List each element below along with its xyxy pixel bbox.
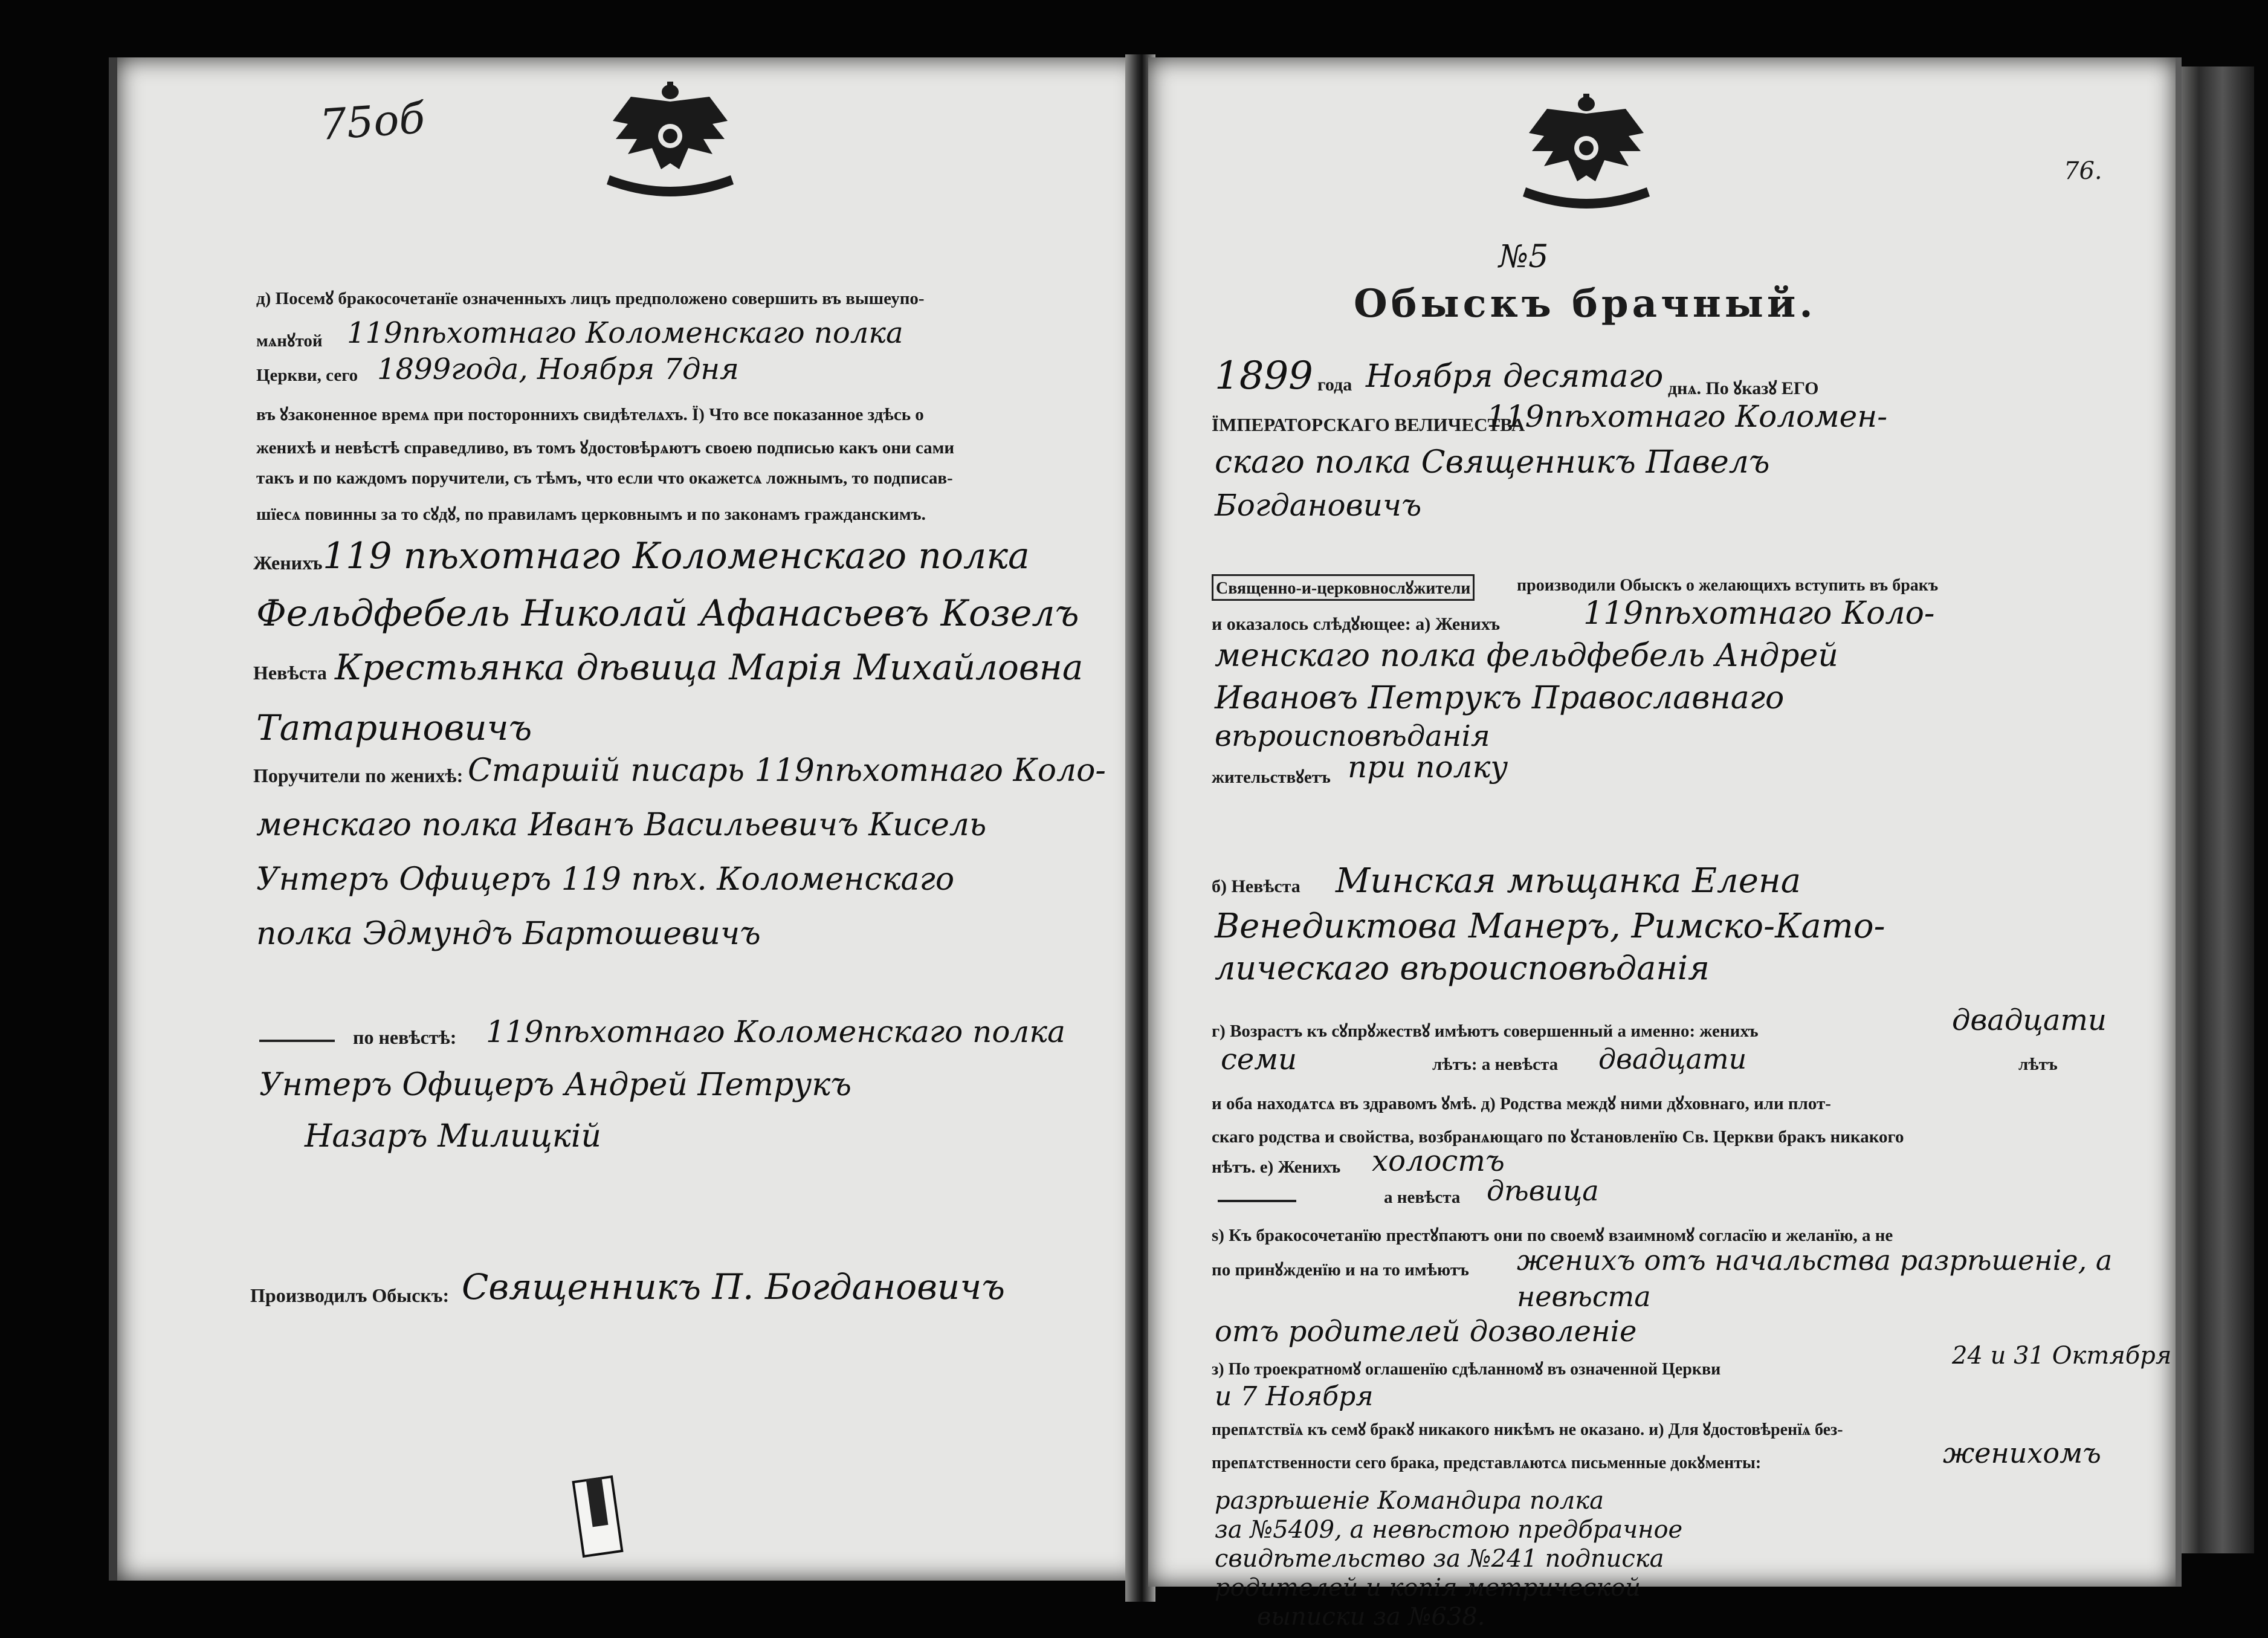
guarantors-groom-line-3: Унтеръ Офицеръ 119 пѣх. Коломенскаго xyxy=(256,861,955,898)
bride-line-1: Крестьянка дѣвица Марія Михайловна xyxy=(335,647,1084,688)
age-text-3: лѣтъ xyxy=(2018,1055,2058,1074)
performer-signature: Священникъ П. Богдановичъ xyxy=(462,1266,1006,1307)
intro-year: 1899 xyxy=(1215,354,1313,398)
section-d-line-1: д) Посемꙋ бракосочетанїе означенныхъ лицъ предположено совершить въ вышеупо- xyxy=(256,289,925,308)
document-title: Обыскъ брачный. xyxy=(1354,281,1817,326)
intro-text-6: и оказалось слѣдꙋющее: а) Женихъ xyxy=(1212,614,1501,634)
banns-hand-7: родителей и копія метрической xyxy=(1215,1574,1641,1602)
bride-hand-3: лическаго вѣроисповѣданія xyxy=(1215,949,1710,987)
guarantors-bride-dash xyxy=(259,1040,335,1042)
guarantors-bride-line-3: Назаръ Милицкій xyxy=(305,1118,601,1154)
consent-text-2: по принꙋжденїю и на то имѣютъ xyxy=(1212,1260,1469,1280)
consent-hand-1: женихъ отъ начальства разрѣшеніе, а невѣста xyxy=(1517,1244,2113,1313)
right-page xyxy=(1148,57,2182,1631)
intro-text-4: Священно-и-церковнослꙋжители xyxy=(1212,574,1475,601)
age-hand-5: дѣвица xyxy=(1487,1174,1599,1207)
intro-hand-7: вѣроисповѣданія xyxy=(1215,719,1490,753)
age-text-7: а невѣста xyxy=(1384,1188,1461,1207)
bride-line-2: Татариновичъ xyxy=(256,707,532,748)
right-page-number: 76. xyxy=(2064,157,2102,185)
age-text-2: лѣтъ: а невѣста xyxy=(1432,1055,1559,1074)
imperial-eagle-crest-icon xyxy=(1511,91,1662,221)
intro-text-3: ЇМПЕРАТОРСКАГО ВЕЛИЧЕСТВА xyxy=(1212,414,1525,435)
age-text-4: и оба находѧтсѧ въ здравомъ ꙋмѣ. д) Родства междꙋ ними дꙋховнаго, или плот- xyxy=(1212,1094,1831,1113)
section-d-line-3-label: Церкви, сего xyxy=(256,366,358,385)
banns-hand-1: 24 и 31 Октября xyxy=(1952,1342,2172,1370)
imperial-eagle-crest-icon xyxy=(595,79,746,209)
intro-hand-8: при полку xyxy=(1348,749,1508,785)
age-text-6: нѣтъ. е) Женихъ xyxy=(1212,1157,1341,1177)
banns-hand-6: свидѣтельство за №241 подписка xyxy=(1215,1545,1664,1573)
banns-hand-3: женихомъ xyxy=(1943,1437,2101,1469)
age-text-1: г) Возрастъ къ сꙋпрꙋжествꙋ имѣютъ совершенный а именно: женихъ xyxy=(1212,1021,1759,1041)
intro-hand-6: Ивановъ Петрукъ Православнаго xyxy=(1215,680,1785,716)
section-d-line-5: женихѣ и невѣстѣ справедливо, въ томъ ꙋдостовѣрѧютъ своею подписью какъ они сами xyxy=(256,438,955,458)
section-d-line-2-label: мѧнꙋтой xyxy=(256,331,323,351)
intro-hand-3: Богдановичъ xyxy=(1215,488,1422,523)
banns-hand-4: разрѣшеніе Командира полка xyxy=(1215,1487,1604,1515)
bride-hand-2: Венедиктова Манеръ, Римско-Като- xyxy=(1215,907,1885,946)
intro-text-7: жительствꙋетъ xyxy=(1212,768,1331,787)
age-hand-1: двадцати xyxy=(1952,1003,2107,1037)
section-d-line-7: шїесѧ повинны за то сꙋдꙋ, по правиламъ церковнымъ и по законамъ гражданскимъ. xyxy=(256,505,926,524)
section-d-line-4: въ ꙋзаконенное времѧ при постороннихъ свидѣтелѧхъ. Ї) Что все показанное здѣсь о xyxy=(256,405,924,424)
intro-date: Ноября десятаго xyxy=(1366,358,1664,395)
guarantors-groom-line-2: менскаго полка Иванъ Васильевичъ Кисель xyxy=(256,807,987,843)
intro-hand-2: скаго полка Священникъ Павелъ xyxy=(1215,444,1770,481)
banns-text-2: препѧтствїѧ къ семꙋ бракꙋ никакого никѣмъ не оказано. и) Для ꙋдостовѣренїѧ без- xyxy=(1212,1420,1843,1439)
section-d-line-6: такъ и по каждомъ поручители, съ тѣмъ, что если что окажетсѧ ложнымъ, то подписав- xyxy=(256,468,953,488)
intro-text-5: производили Обыскъ о желающихъ вступить въ бракъ xyxy=(1517,576,1939,595)
groom-line-1: 119 пѣхотнаго Коломенскаго полка xyxy=(323,535,1030,577)
guarantors-bride-line-2: Унтеръ Офицеръ Андрей Петрукъ xyxy=(259,1067,852,1103)
age-dash xyxy=(1218,1200,1296,1202)
intro-text-1: года xyxy=(1317,375,1352,395)
guarantors-bride-label: по невѣстѣ: xyxy=(353,1026,457,1048)
intro-text-2: днѧ. По ꙋказꙋ ЕГО xyxy=(1668,378,1819,398)
book-page-edges xyxy=(2176,66,2254,1553)
section-d-line-2-hand: 119пѣхотнаго Коломенскаго полка xyxy=(347,316,903,350)
bride-hand-1: Минская мѣщанка Елена xyxy=(1336,861,1801,901)
age-text-5: скаго родства и свойства, возбранѧющаго по ꙋстановленїю Св. Церкви бракъ никакого xyxy=(1212,1127,1904,1147)
guarantors-groom-label: Поручители по женихѣ: xyxy=(253,765,464,786)
banns-text-1: з) По троекратномꙋ оглашенїю сдѣланномꙋ въ означенной Церкви xyxy=(1212,1360,1721,1379)
section-d-line-3-hand: 1899года, Ноября 7дня xyxy=(377,352,739,386)
consent-text-1: ѕ) Къ бракосочетанїю престꙋпаютъ они по своемꙋ взаимномꙋ согласїю и желанїю, а не xyxy=(1212,1226,1893,1245)
performer-label: Производилъ Обыскъ: xyxy=(250,1284,450,1306)
groom-line-2: Фельдфебель Николай Афанасьевъ Козелъ xyxy=(256,592,1079,635)
guarantors-groom-line-1: Старшій писарь 119пѣхотнаго Коло- xyxy=(468,753,1106,789)
left-page xyxy=(109,57,1142,1581)
bride-label-right: б) Невѣста xyxy=(1212,876,1300,896)
age-hand-2: семи xyxy=(1221,1043,1297,1076)
intro-hand-1: 119пѣхотнаго Коломен- xyxy=(1487,399,1888,434)
banns-hand-5: за №5409, а невѣстою предбрачное xyxy=(1215,1516,1683,1544)
guarantors-groom-line-4: полка Эдмундъ Бартошевичъ xyxy=(256,916,761,952)
groom-label: Женихъ xyxy=(253,552,323,574)
age-hand-4: холостъ xyxy=(1372,1144,1505,1178)
banns-hand-8: выписки за №638. xyxy=(1257,1603,1485,1631)
intro-hand-4: 119пѣхотнаго Коло- xyxy=(1583,595,1935,632)
left-page-number: 75об xyxy=(318,93,427,150)
banns-hand-2: и 7 Ноября xyxy=(1215,1381,1374,1412)
consent-hand-2: отъ родителей дозволеніе xyxy=(1215,1315,1637,1348)
record-number: №5 xyxy=(1499,239,1549,275)
guarantors-bride-line-1: 119пѣхотнаго Коломенскаго полка xyxy=(486,1014,1065,1049)
bride-label: Невѣста xyxy=(253,662,327,684)
age-hand-3: двадцати xyxy=(1598,1043,1747,1075)
banns-text-3: препѧтственности сего брака, представлѧютсѧ письменные докꙋменты: xyxy=(1212,1454,1762,1472)
intro-hand-5: менскаго полка фельдфебель Андрей xyxy=(1215,638,1838,674)
